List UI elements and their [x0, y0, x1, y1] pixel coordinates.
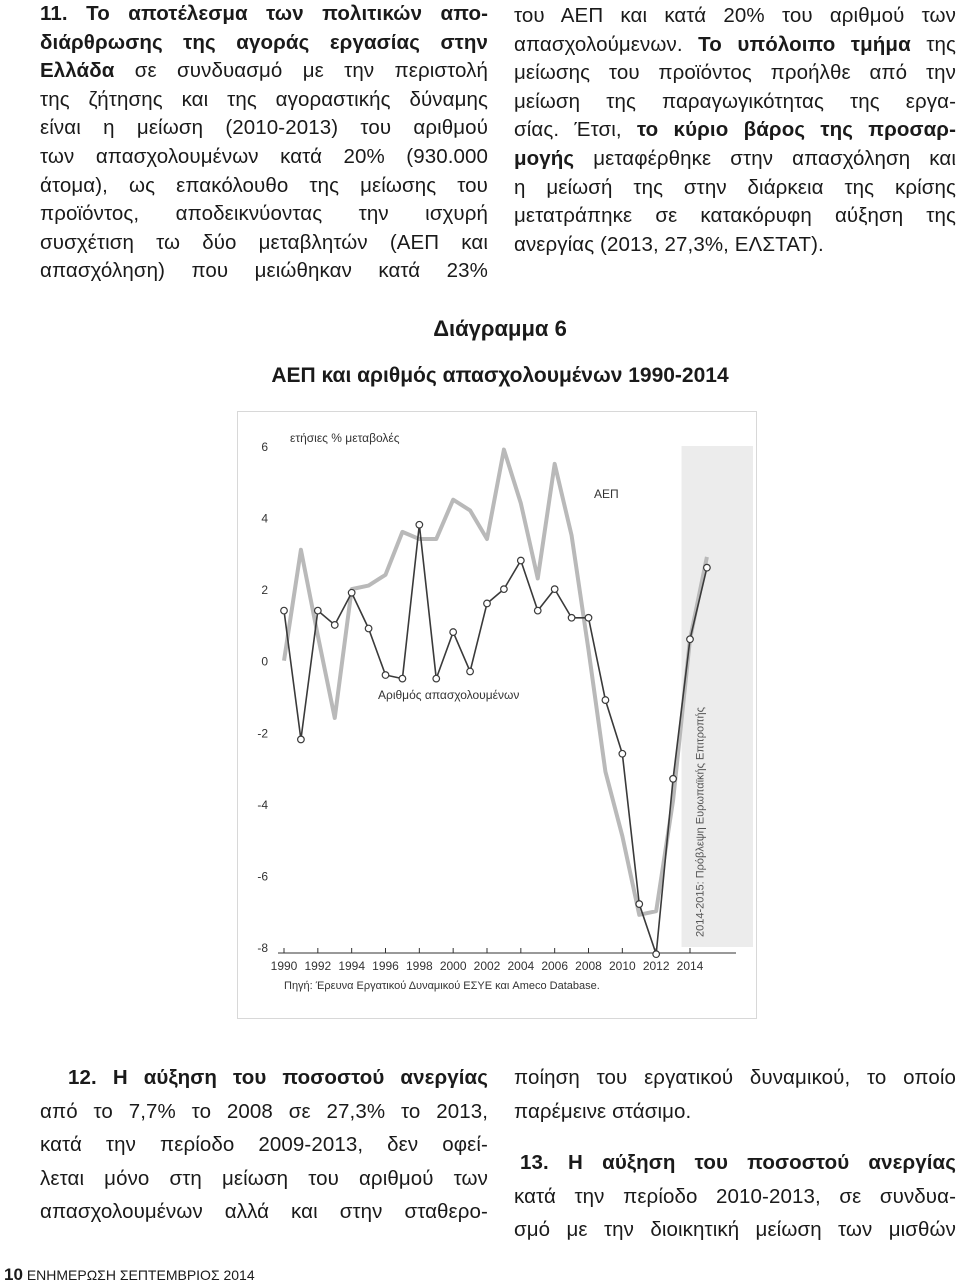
paragraph-13-heading: Η αύξηση του ποσοστού ανεργίας: [568, 1151, 957, 1174]
x-tick-label: 2004: [507, 959, 535, 973]
line-chart: [238, 412, 756, 1018]
x-tick-label: 2000: [439, 959, 467, 973]
x-tick-label: 2002: [473, 959, 501, 973]
chart-source: Πηγή: Έρευνα Εργατικού Δυναμικού ΕΣΥΕ και Ameco Database.: [284, 980, 600, 992]
employment-data-point: [467, 668, 474, 675]
x-tick-label: 1998: [405, 959, 433, 973]
footer-publication: ΕΝΗΜΕΡΩΣΗ ΣΕΠΤΕΜΒΡΙΟΣ 2014: [26, 1267, 255, 1283]
paragraph-11-heading-part-2: διάρθρωσης της αγοράς εργασίας στην: [40, 30, 488, 54]
paragraph-13-line: σμό με την διοικητική μείωση των μισθών: [514, 1218, 956, 1241]
employment-series-line: [284, 525, 707, 954]
paragraph-11-heading-part-3: Ελλάδα: [40, 59, 115, 83]
x-tick-label: 2010: [608, 959, 636, 973]
employment-data-point: [501, 586, 508, 593]
employment-data-point: [416, 521, 423, 528]
paragraph-11-text: σε συνδυασμό με την περιστολή: [134, 59, 488, 83]
y-tick-label: 0: [261, 654, 268, 669]
paragraph-11-line: απασχόληση) που μειώθηκαν κατά 23%: [40, 259, 488, 283]
paragraph-11-line: των απασχολουμένων κατά 20% (930.000: [40, 144, 488, 168]
y-tick-label: -2: [257, 726, 268, 741]
paragraph-13-number: 13.: [520, 1151, 549, 1174]
paragraph-11-line: άτομα), ως επακόλουθο της μείωσης του: [40, 173, 488, 197]
paragraph-11-line: [514, 145, 956, 174]
paragraph-12-line: λεται μόνο στη μείωση του αριθμού των: [40, 1166, 488, 1190]
paragraph-11-line: μείωσης του προϊόντος προήλθε από την: [514, 61, 956, 85]
paragraph-11-text: της: [926, 32, 956, 56]
figure-label: Διάγραμμα 6: [433, 316, 567, 341]
employment-data-point: [534, 607, 541, 614]
employment-data-point: [399, 675, 406, 682]
paragraph-12-column: [40, 1061, 488, 1229]
employment-data-point: [331, 622, 338, 629]
paragraph-12-13-column: [514, 1061, 956, 1247]
forecast-band: [682, 446, 753, 947]
paragraph-11-line: [40, 57, 488, 86]
paragraph-11-line: ανεργίας (2013, 27,3%, ΕΛΣΤΑΤ).: [514, 232, 824, 256]
paragraph-13-line: [514, 1146, 956, 1180]
paragraph-11-line: προϊόντος, αποδεικνύοντας την ισχυρή: [40, 202, 488, 226]
employment-data-point: [687, 636, 694, 643]
y-tick-label: -6: [257, 869, 268, 884]
paragraph-11-text: απασχολούμενων.: [514, 32, 683, 56]
employment-data-point: [636, 901, 643, 908]
paragraph-11-line: [514, 31, 956, 60]
x-tick-label: 1990: [270, 959, 298, 973]
paragraph-11-line: [514, 116, 956, 145]
paragraph-12-line: [40, 1061, 488, 1095]
employment-data-point: [670, 776, 677, 783]
paragraph-11-line: της ζήτησης και της αγοραστικής δύναμης: [40, 87, 488, 111]
paragraph-12-heading: Η αύξηση του ποσοστού ανεργίας: [112, 1066, 488, 1089]
page-number: 10: [4, 1265, 23, 1284]
paragraph-11-line: συσχέτιση τω δύο μεταβλητών (ΑΕΠ και: [40, 230, 488, 254]
paragraph-11-emphasis: Το υπόλοιπο τμήμα: [698, 32, 911, 56]
y-tick-label: 6: [261, 440, 268, 454]
paragraph-11-text: μεταφέρθηκε στην απασχόληση και: [593, 146, 957, 170]
paragraph-11-number: 11.: [40, 2, 68, 25]
paragraph-11-line: [40, 0, 488, 29]
y-axis-label: ετήσιες % μεταβολές: [290, 431, 400, 445]
employment-data-point: [365, 625, 372, 632]
employment-data-point: [484, 600, 491, 607]
employment-data-point: [653, 951, 660, 958]
chart-frame: [237, 411, 757, 1019]
paragraph-11-line: είναι η μείωση (2010-2013) του αριθμού: [40, 116, 488, 140]
employment-data-point: [704, 564, 711, 571]
paragraph-11-heading-part-1: Το αποτέλεσμα των πολιτικών απο-: [86, 2, 489, 25]
paragraph-11-right-column: [514, 2, 956, 259]
employment-data-point: [315, 607, 322, 614]
gdp-series-label: ΑΕΠ: [594, 487, 619, 501]
x-tick-label: 2014: [676, 959, 704, 973]
paragraph-11-line: του ΑΕΠ και κατά 20% του αριθμού των: [514, 4, 956, 27]
paragraph-12-line: απασχολουμένων αλλά και στην σταθερο-: [40, 1200, 488, 1223]
paragraph-12-line: παρέμεινε στάσιμο.: [514, 1099, 692, 1123]
employment-data-point: [281, 607, 288, 614]
paragraph-13-line: κατά την περίοδο 2010-2013, σε συνδυα-: [514, 1184, 956, 1208]
employment-data-point: [348, 589, 355, 596]
employment-data-point: [585, 614, 592, 621]
y-tick-label: -4: [257, 797, 268, 812]
page-footer: [4, 1265, 255, 1285]
employment-data-point: [433, 675, 440, 682]
employment-series-label: Αριθμός απασχολουμένων: [378, 688, 520, 702]
forecast-band-label: 2014-2015: Πρόβλεψη Ευρωπαϊκής Επιτροπής: [694, 707, 707, 937]
employment-data-point: [298, 736, 305, 743]
employment-data-point: [518, 557, 525, 564]
y-tick-label: 2: [261, 583, 268, 598]
x-tick-label: 1992: [304, 959, 332, 973]
gdp-series-line: [284, 450, 707, 915]
paragraph-12-number: 12.: [68, 1066, 97, 1089]
employment-data-point: [619, 750, 626, 757]
y-tick-label: 4: [261, 511, 268, 526]
paragraph-11-text: σίας. Έτσι,: [514, 118, 622, 142]
paragraph-11-line: μείωση της παραγωγικότητας της εργα-: [514, 89, 956, 113]
employment-data-point: [551, 586, 558, 593]
employment-data-point: [568, 614, 575, 621]
paragraph-11-emphasis: μογής: [514, 146, 575, 170]
paragraph-12-line: κατά την περίοδο 2009-2013, δεν οφεί-: [40, 1133, 488, 1156]
x-tick-label: 2008: [575, 959, 602, 973]
paragraph-11-left-column: [40, 0, 488, 286]
x-tick-label: 1994: [338, 959, 366, 973]
employment-data-point: [382, 672, 389, 679]
employment-data-point: [602, 697, 609, 704]
employment-data-point: [450, 629, 457, 636]
paragraph-11-line: μετατράπηκε σε κατακόρυφη αύξηση της: [514, 204, 956, 228]
x-tick-label: 1996: [372, 959, 399, 973]
y-tick-label: -8: [257, 941, 268, 955]
paragraph-12-line: από το 7,7% το 2008 σε 27,3% το 2013,: [40, 1099, 488, 1123]
paragraph-12-line: ποίηση του εργατικού δυναμικού, το οποίο: [514, 1066, 956, 1089]
x-tick-label: 2012: [642, 959, 670, 973]
x-tick-label: 2006: [541, 959, 569, 973]
paragraph-11-line: η μείωσή της στην διάρκεια της κρίσης: [514, 175, 956, 199]
paragraph-11-emphasis: το κύριο βάρος της προσαρ-: [636, 118, 957, 142]
paragraph-11-line: [40, 29, 488, 58]
figure-title: ΑΕΠ και αριθμός απασχολουμένων 1990-2014: [271, 364, 729, 387]
